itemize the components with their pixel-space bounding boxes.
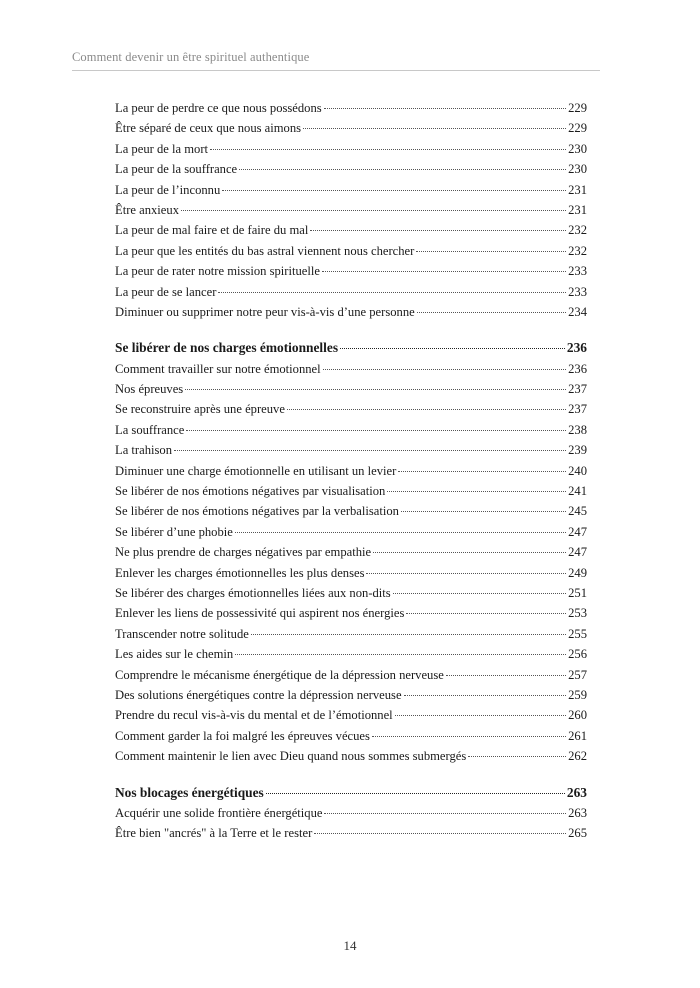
toc-entry-title: La souffrance	[115, 422, 185, 437]
toc-entry-title: La peur de se lancer	[115, 284, 217, 299]
toc-leader-dots	[303, 128, 566, 129]
toc-entry[interactable]	[115, 200, 587, 220]
toc-leader-dots	[417, 312, 566, 313]
toc-entry[interactable]	[115, 359, 587, 379]
toc-entry-page: 229	[568, 121, 587, 136]
toc-leader-dots	[398, 471, 566, 472]
toc-leader-dots	[446, 675, 566, 676]
toc-entry-title: Nos épreuves	[115, 382, 184, 397]
toc-entry-page: 256	[568, 647, 587, 662]
toc-entry-page: 262	[568, 749, 587, 764]
toc-entry[interactable]	[115, 461, 587, 481]
toc-entry-page: 230	[568, 141, 587, 156]
toc-leader-dots	[239, 169, 566, 170]
toc-entry-page: 229	[568, 101, 587, 115]
toc-entry-page: 232	[568, 223, 587, 238]
toc-entry-page: 240	[568, 463, 587, 478]
toc-entry-title: Se libérer de nos émotions négatives par visualisation	[115, 484, 386, 499]
toc-entry-title: Comprendre le mécanisme énergétique de la dépression nerveuse	[115, 667, 444, 682]
toc-section-title: Se libérer de nos charges émotionnelles	[115, 340, 339, 356]
toc-entry-page: 255	[568, 626, 587, 641]
toc-leader-dots	[251, 634, 566, 635]
toc-entry-page: 234	[568, 304, 587, 319]
toc-entry-page: 247	[568, 545, 587, 560]
toc-entry-title: Des solutions énergétiques contre la dépression nerveuse	[115, 687, 402, 702]
toc-entry[interactable]	[115, 644, 587, 664]
toc-entry-title: Diminuer une charge émotionnelle en utilisant un levier	[115, 463, 397, 478]
toc-leader-dots	[210, 149, 566, 150]
toc-entry[interactable]	[115, 261, 587, 281]
toc-section-energy-blockages[interactable]	[115, 783, 587, 803]
toc-entry-page: 232	[568, 243, 587, 258]
toc-leader-dots	[235, 532, 566, 533]
toc-entry-page: 265	[568, 826, 587, 841]
toc-entry-page: 260	[568, 708, 587, 723]
toc-entry-title: Comment garder la foi malgré les épreuves vécues	[115, 728, 370, 743]
toc-entry-title: Enlever les charges émotionnelles les plus denses	[115, 565, 365, 580]
toc-entry[interactable]	[115, 542, 587, 562]
toc-entry-title: Se reconstruire après une épreuve	[115, 402, 285, 417]
toc-section-page: 263	[566, 784, 587, 800]
toc-leader-dots	[406, 613, 566, 614]
toc-entry[interactable]	[115, 522, 587, 542]
toc-section-page: 236	[566, 340, 587, 356]
toc-leader-dots	[218, 292, 566, 293]
toc-entry-page: 230	[568, 162, 587, 177]
toc-entry-title: Se libérer de nos émotions négatives par la verbalisation	[115, 504, 399, 519]
toc-entry-page: 257	[568, 667, 587, 682]
toc-leader-dots	[366, 573, 566, 574]
toc-entry-page: 261	[568, 728, 587, 743]
toc-leader-dots	[372, 736, 566, 737]
toc-leader-dots	[266, 793, 565, 794]
toc-leader-dots	[287, 409, 566, 410]
toc-entry[interactable]	[115, 803, 587, 823]
toc-entry[interactable]	[115, 726, 587, 746]
toc-leader-dots	[174, 450, 566, 451]
toc-section-emotional-charges[interactable]	[115, 338, 587, 358]
toc-leader-dots	[468, 756, 566, 757]
toc-entry[interactable]	[115, 139, 587, 159]
toc-group-emotional	[115, 359, 587, 767]
toc-entry[interactable]	[115, 399, 587, 419]
toc-entry-title: La peur de mal faire et de faire du mal	[115, 223, 309, 238]
toc-entry[interactable]	[115, 823, 587, 843]
toc-entry-page: 237	[568, 382, 587, 397]
toc-leader-dots	[310, 230, 566, 231]
toc-entry[interactable]	[115, 440, 587, 460]
toc-entry[interactable]	[115, 241, 587, 261]
toc-entry[interactable]	[115, 180, 587, 200]
toc-section-title: Nos blocages énergétiques	[115, 784, 264, 800]
toc-entry-page: 233	[568, 264, 587, 279]
toc-entry-title: Comment maintenir le lien avec Dieu quand nous sommes submergés	[115, 749, 467, 764]
toc-leader-dots	[314, 833, 566, 834]
toc-leader-dots	[387, 491, 566, 492]
toc-entry-title: La peur de l’inconnu	[115, 182, 221, 197]
toc-entry[interactable]	[115, 665, 587, 685]
toc-leader-dots	[235, 654, 566, 655]
toc-entry[interactable]	[115, 705, 587, 725]
toc-leader-dots	[393, 593, 566, 594]
toc-entry-title: Transcender notre solitude	[115, 626, 249, 641]
toc-entry-title: Être bien "ancrés" à la Terre et le rester	[115, 826, 313, 841]
toc-entry-title: Prendre du recul vis-à-vis du mental et de l’émotionnel	[115, 708, 393, 723]
toc-entry-page: 231	[568, 182, 587, 197]
toc-entry[interactable]	[115, 379, 587, 399]
toc-entry-title: Se libérer d’une phobie	[115, 524, 233, 539]
toc-entry-page: 249	[568, 565, 587, 580]
table-of-contents	[115, 98, 587, 844]
toc-leader-dots	[322, 271, 566, 272]
toc-entry-page: 239	[568, 443, 587, 458]
toc-entry-title: Diminuer ou supprimer notre peur vis-à-vis d’une personne	[115, 304, 415, 319]
toc-entry-title: Ne plus prendre de charges négatives par empathie	[115, 545, 372, 560]
toc-entry[interactable]	[115, 624, 587, 644]
toc-leader-dots	[373, 552, 566, 553]
toc-entry-page: 253	[568, 606, 587, 621]
toc-group-fears	[115, 98, 587, 322]
toc-entry-page: 231	[568, 202, 587, 217]
toc-entry-title: La peur de la souffrance	[115, 162, 238, 177]
toc-entry[interactable]	[115, 603, 587, 623]
toc-leader-dots	[416, 251, 566, 252]
toc-entry-page: 233	[568, 284, 587, 299]
toc-entry[interactable]	[115, 685, 587, 705]
toc-entry[interactable]	[115, 98, 587, 118]
toc-leader-dots	[395, 715, 566, 716]
toc-entry-page: 251	[568, 585, 587, 600]
toc-entry-page: 241	[568, 484, 587, 499]
toc-entry-page: 263	[568, 805, 587, 820]
toc-entry-page: 245	[568, 504, 587, 519]
toc-entry[interactable]	[115, 746, 587, 766]
toc-entry-page: 238	[568, 422, 587, 437]
toc-entry-title: Les aides sur le chemin	[115, 647, 234, 662]
header-divider	[72, 70, 600, 71]
toc-entry-title: La peur que les entités du bas astral viennent nous chercher	[115, 243, 415, 258]
toc-entry-title: La peur de rater notre mission spirituelle	[115, 264, 320, 279]
toc-entry-page: 259	[568, 687, 587, 702]
toc-leader-dots	[185, 389, 566, 390]
toc-group-blockages	[115, 803, 587, 844]
toc-entry-title: La peur de la mort	[115, 141, 209, 156]
toc-entry-title: Comment travailler sur notre émotionnel	[115, 361, 321, 376]
running-header-title: Comment devenir un être spirituel authentique	[72, 50, 310, 64]
toc-leader-dots	[324, 813, 566, 814]
toc-entry-title: Acquérir une solide frontière énergétique	[115, 805, 323, 820]
toc-entry[interactable]	[115, 118, 587, 138]
page-number: 14	[343, 938, 357, 953]
toc-entry-title: Se libérer des charges émotionnelles liées aux non-dits	[115, 585, 391, 600]
toc-entry[interactable]	[115, 583, 587, 603]
toc-leader-dots	[222, 190, 566, 191]
toc-leader-dots	[404, 695, 567, 696]
toc-entry-page: 237	[568, 402, 587, 417]
toc-leader-dots	[186, 430, 566, 431]
toc-entry[interactable]	[115, 420, 587, 440]
toc-entry[interactable]	[115, 302, 587, 322]
toc-entry-page: 236	[568, 361, 587, 376]
toc-entry-page: 247	[568, 524, 587, 539]
toc-entry[interactable]	[115, 563, 587, 583]
toc-entry-title: Être séparé de ceux que nous aimons	[115, 121, 302, 136]
toc-leader-dots	[181, 210, 566, 211]
toc-leader-dots	[401, 511, 566, 512]
toc-leader-dots	[323, 369, 566, 370]
toc-entry-title: La peur de perdre ce que nous possédons	[115, 101, 322, 115]
toc-entry[interactable]	[115, 501, 587, 521]
toc-entry[interactable]	[115, 282, 587, 302]
toc-entry-title: Enlever les liens de possessivité qui aspirent nos énergies	[115, 606, 405, 621]
toc-entry[interactable]	[115, 159, 587, 179]
toc-entry-title: La trahison	[115, 443, 173, 458]
toc-entry[interactable]	[115, 481, 587, 501]
toc-leader-dots	[324, 108, 566, 109]
toc-leader-dots	[340, 348, 565, 349]
toc-entry-title: Être anxieux	[115, 202, 179, 217]
toc-entry[interactable]	[115, 220, 587, 240]
